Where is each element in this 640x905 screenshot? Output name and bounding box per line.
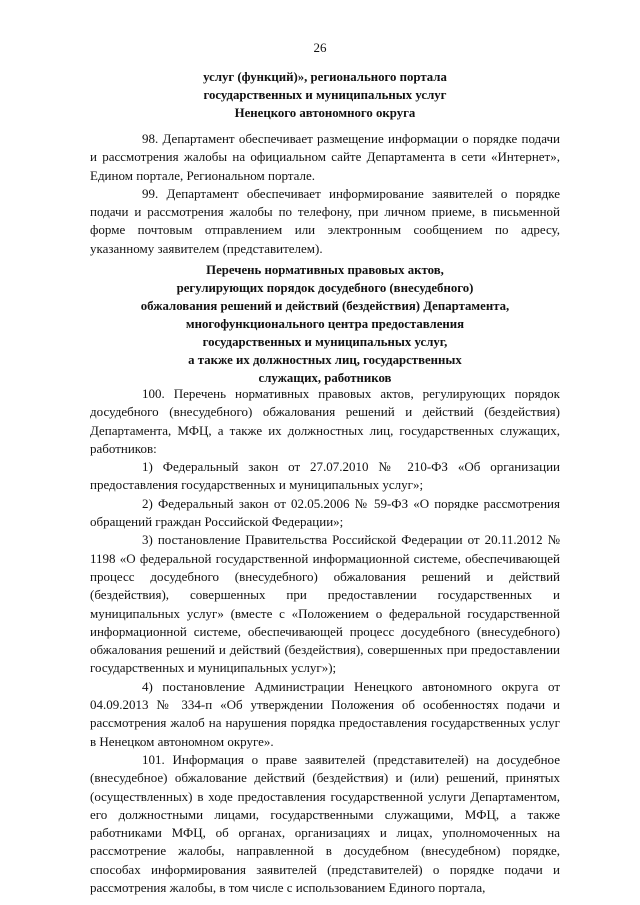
paragraph-100: 100. Перечень нормативных правовых актов, регулирующих порядок досудебного (внесудебного) обжалования решений и действий (бездействия) Департамента, МФЦ, а также их должностных лиц, государственных служащих, работников:: [90, 386, 560, 456]
paragraph-98: 98. Департамент обеспечивает размещение информации о порядке подачи и рассмотрения жалобы на официальном сайте Департамента в сети «Интернет», Едином портале, Региональном портале.: [90, 131, 560, 183]
paragraph-99: 99. Департамент обеспечивает информирование заявителей о порядке подачи и рассмотрения жалобы по телефону, при личном приеме, в письменной форме почтовым отправлением или электронным сообщением по адресу, указанному заявителем (представителем).: [90, 185, 560, 256]
section-heading-list-of-acts: [90, 261, 560, 387]
heading-line: служащих, работников: [258, 371, 392, 385]
list-item-2: 2) Федеральный закон от 02.05.2006 № 59-ФЗ «О порядке рассмотрения обращений граждан Российской Федерации»;: [90, 495, 560, 530]
list-item-1: 1) Федеральный закон от 27.07.2010 № 210-ФЗ «Об организации предоставления государственных и муниципальных услуг»;: [90, 459, 560, 493]
heading-line: услуг (функций)», регионального портала: [203, 70, 447, 84]
heading-line: регулирующих порядок досудебного (внесудебного): [176, 281, 474, 295]
text-block-top: [90, 130, 560, 258]
heading-line: многофункционального центра предоставления: [185, 317, 465, 331]
heading-line: Перечень нормативных правовых актов,: [206, 263, 444, 277]
text-block-main: [90, 385, 560, 897]
heading-line: а также их должностных лиц, государственных: [188, 353, 462, 367]
heading-line: обжалования решений и действий (бездействия) Департамента,: [140, 299, 510, 313]
section-heading-top: [90, 68, 560, 122]
page-number: 26: [313, 40, 327, 55]
heading-line: Ненецкого автономного округа: [234, 106, 416, 120]
list-item-3: 3) постановление Правительства Российской Федерации от 20.11.2012 № 1198 «О федеральной государственной информационной системе, обеспечивающей процесс досудебного (внесудебного) обжалования решений и действий (бездействия), совершенных при предоставлении государственных и муниципальных услуг» (вместе с «Положением о федеральной государственной информационной системе, обеспечивающей процесс досудебного (внесудебного) обжалования решений и действий (бездействия), совершенных при предоставлении государственных и муниципальных услуг»);: [90, 532, 560, 676]
paragraph-101: 101. Информация о праве заявителей (представителей) на досудебное (внесудебное) обжалование действий (бездействия) и (или) решений, принятых (осуществленных) в ходе предоставления государственной услуги Департаментом, его должностными лицами, государственными служащими, МФЦ, а также работниками МФЦ, об органах, организациях и лицах, уполномоченных на рассмотрение жалобы, направленной в досудебном (внесудебном) порядке, способах информирования заявителей (представителей) о порядке подачи и рассмотрения жалобы, в том числе с использованием Единого портала,: [90, 751, 560, 896]
list-item-4: 4) постановление Администрации Ненецкого автономного округа от 04.09.2013 № 334-п «Об утверждении Положения об особенностях подачи и рассмотрения жалоб на нарушения порядка предоставления государственных услуг в Ненецком автономном округе».: [90, 678, 560, 749]
heading-line: государственных и муниципальных услуг,: [202, 335, 448, 349]
heading-line: государственных и муниципальных услуг: [203, 88, 447, 102]
